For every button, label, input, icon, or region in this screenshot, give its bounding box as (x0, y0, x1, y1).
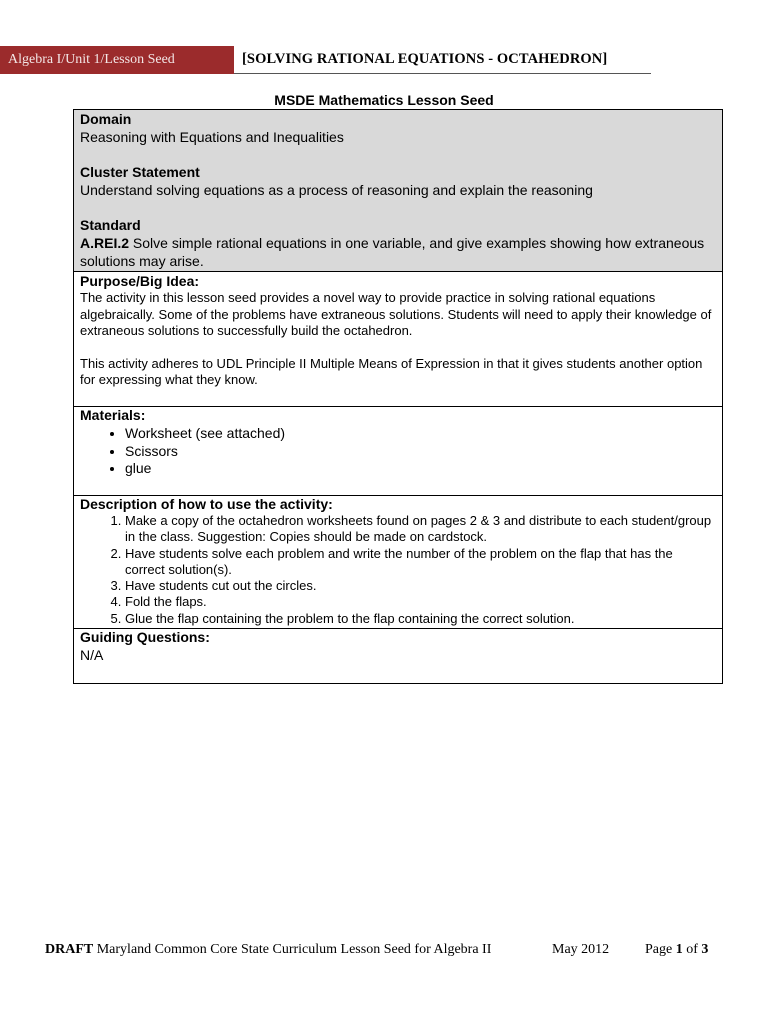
list-item: 2. Have students solve each problem and write the number of the problem on the flap that has the correct solution(s). (125, 546, 716, 579)
list-item: 4. Fold the flaps. (125, 594, 716, 610)
list-item: • Scissors (125, 443, 716, 461)
domain-heading: Domain (80, 111, 132, 127)
guiding-text: N/A (80, 647, 104, 663)
list-item: 5. Glue the flap containing the problem to the flap containing the correct solution. (125, 611, 716, 627)
page-total: 3 (701, 942, 709, 957)
purpose-cell (74, 272, 722, 407)
materials-list (80, 425, 716, 478)
footer-draft: DRAFT (45, 942, 94, 957)
header-tab-label: Algebra I/Unit 1/Lesson Seed (8, 52, 175, 67)
footer-description: Maryland Common Core State Curriculum Lesson Seed for Algebra II (93, 942, 492, 957)
header-tab (0, 46, 234, 74)
document-title: MSDE Mathematics Lesson Seed (274, 92, 494, 108)
cluster-heading: Cluster Statement (80, 164, 200, 180)
standard-code: A.REI.2 (80, 235, 130, 251)
page-current: 1 (675, 942, 683, 957)
standard-text (80, 234, 716, 270)
footer-date: May 2012 (552, 942, 610, 957)
page-number (645, 942, 708, 958)
lesson-table (73, 109, 723, 684)
list-item: • glue (125, 460, 716, 478)
purpose-heading: Purpose/Big Idea: (80, 273, 200, 289)
materials-heading: Materials: (80, 407, 146, 423)
purpose-paragraph-1: The activity in this lesson seed provides a novel way to provide practice in solving rational equations algebraically. Some of the problems have extraneous solutions. Students will need to apply their knowledge of extraneous solutions to successfully build the octahedron. (80, 290, 712, 338)
footer-text (45, 942, 491, 958)
page-prefix: Page (645, 942, 676, 957)
standards-cell (74, 110, 722, 272)
description-cell (74, 496, 722, 629)
standard-description: Solve simple rational equations in one variable, and give examples showing how extraneous solutions may arise. (80, 235, 705, 269)
materials-cell (74, 407, 722, 496)
header-title: [SOLVING RATIONAL EQUATIONS - OCTAHEDRON] (242, 51, 608, 67)
header-rule (234, 73, 651, 74)
description-steps (80, 513, 716, 627)
guiding-heading: Guiding Questions: (80, 629, 210, 645)
spacer (80, 340, 716, 356)
cluster-text: Understand solving equations as a process of reasoning and explain the reasoning (80, 182, 593, 198)
description-heading: Description of how to use the activity: (80, 496, 333, 512)
list-item: • Worksheet (see attached) (125, 425, 716, 443)
purpose-paragraph-2: This activity adheres to UDL Principle II Multiple Means of Expression in that it gives students another option for expressing what they know. (80, 355, 703, 387)
page-of: of (682, 942, 702, 957)
domain-text: Reasoning with Equations and Inequalities (80, 129, 344, 145)
list-item: 3. Have students cut out the circles. (125, 578, 716, 594)
spacer (80, 199, 716, 217)
spacer (80, 146, 716, 164)
guiding-questions-cell (74, 629, 722, 683)
list-item: 1. Make a copy of the octahedron worksheets found on pages 2 & 3 and distribute to each student/group in the class. Suggestion: Copies should be made on cardstock. (125, 513, 716, 546)
standard-heading: Standard (80, 217, 141, 233)
